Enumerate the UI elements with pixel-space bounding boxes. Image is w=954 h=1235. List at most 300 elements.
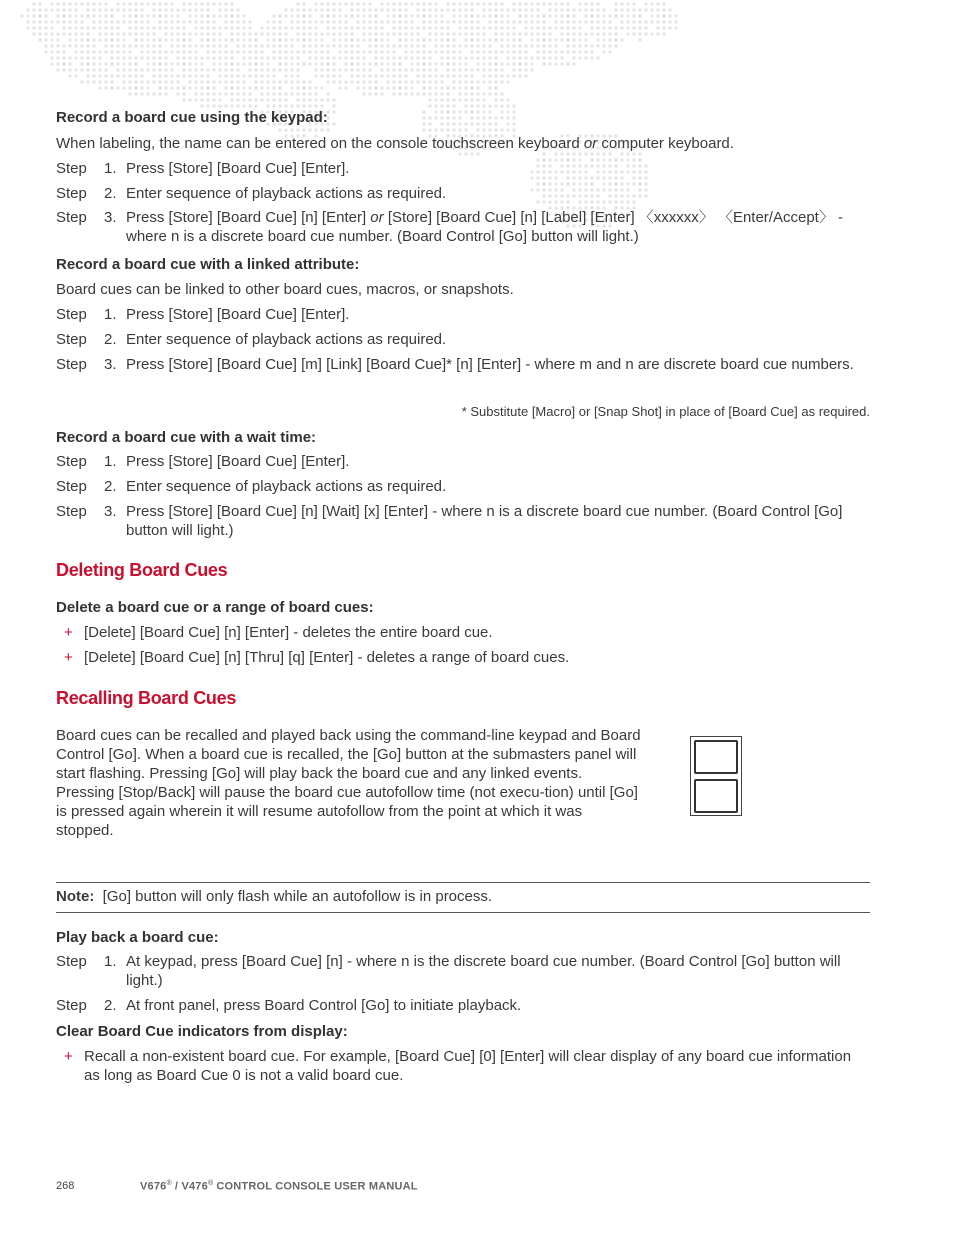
map-dot xyxy=(62,8,65,11)
map-dot xyxy=(176,38,179,41)
map-dot xyxy=(530,14,533,17)
map-dot xyxy=(482,62,485,65)
map-dot xyxy=(506,56,509,59)
map-dot xyxy=(428,26,431,29)
map-dot xyxy=(32,14,35,17)
map-dot xyxy=(158,44,161,47)
map-dot xyxy=(416,2,419,5)
map-dot xyxy=(482,68,485,71)
map-dot xyxy=(122,2,125,5)
map-dot xyxy=(344,56,347,59)
map-dot xyxy=(518,2,521,5)
map-dot xyxy=(614,38,617,41)
map-dot xyxy=(518,68,521,71)
map-dot xyxy=(302,62,305,65)
step-item: Step 1. Press [Store] [Board Cue] [Enter]. xyxy=(56,453,350,470)
map-dot xyxy=(290,50,293,53)
map-dot xyxy=(602,20,605,23)
map-dot xyxy=(458,32,461,35)
map-dot xyxy=(362,62,365,65)
map-dot xyxy=(404,50,407,53)
map-dot xyxy=(374,92,377,95)
map-dot xyxy=(530,26,533,29)
map-dot xyxy=(356,26,359,29)
map-dot xyxy=(164,56,167,59)
map-dot xyxy=(338,50,341,53)
map-dot xyxy=(134,20,137,23)
map-dot xyxy=(458,62,461,65)
map-dot xyxy=(536,44,539,47)
map-dot xyxy=(314,50,317,53)
map-dot xyxy=(230,26,233,29)
map-dot xyxy=(38,2,41,5)
map-dot xyxy=(44,44,47,47)
map-dot xyxy=(314,38,317,41)
map-dot xyxy=(482,44,485,47)
heading-deleting-board-cues: Deleting Board Cues xyxy=(56,560,228,580)
map-dot xyxy=(212,32,215,35)
map-dot xyxy=(554,20,557,23)
map-dot xyxy=(362,26,365,29)
map-dot xyxy=(512,38,515,41)
map-dot xyxy=(290,74,293,77)
map-dot xyxy=(50,2,53,5)
map-dot xyxy=(206,14,209,17)
map-dot xyxy=(206,44,209,47)
map-dot xyxy=(446,38,449,41)
map-dot xyxy=(344,44,347,47)
map-dot xyxy=(188,86,191,89)
map-dot xyxy=(458,14,461,17)
map-dot xyxy=(494,2,497,5)
map-dot xyxy=(380,26,383,29)
map-dot xyxy=(68,14,71,17)
map-dot xyxy=(146,62,149,65)
map-dot xyxy=(200,44,203,47)
map-dot xyxy=(248,92,251,95)
map-dot xyxy=(332,98,335,101)
map-dot xyxy=(422,74,425,77)
map-dot xyxy=(230,62,233,65)
map-dot xyxy=(170,32,173,35)
map-dot xyxy=(386,2,389,5)
map-dot xyxy=(128,8,131,11)
map-dot xyxy=(644,8,647,11)
map-dot xyxy=(482,50,485,53)
map-dot xyxy=(254,56,257,59)
map-dot xyxy=(398,14,401,17)
map-dot xyxy=(116,50,119,53)
map-dot xyxy=(434,62,437,65)
map-dot xyxy=(188,20,191,23)
map-dot xyxy=(266,98,269,101)
map-dot xyxy=(116,20,119,23)
map-dot xyxy=(506,8,509,11)
map-dot xyxy=(362,2,365,5)
map-dot xyxy=(74,26,77,29)
map-dot xyxy=(542,50,545,53)
map-dot xyxy=(428,56,431,59)
map-dot xyxy=(470,86,473,89)
map-dot xyxy=(344,62,347,65)
map-dot xyxy=(428,74,431,77)
map-dot xyxy=(230,50,233,53)
map-dot xyxy=(146,38,149,41)
map-dot xyxy=(56,32,59,35)
map-dot xyxy=(158,26,161,29)
map-dot xyxy=(290,128,293,131)
map-dot xyxy=(338,44,341,47)
map-dot xyxy=(176,80,179,83)
map-dot xyxy=(584,20,587,23)
map-dot xyxy=(554,38,557,41)
map-dot xyxy=(638,8,641,11)
map-dot xyxy=(422,26,425,29)
map-dot xyxy=(182,26,185,29)
map-dot xyxy=(152,68,155,71)
map-dot xyxy=(170,68,173,71)
map-dot xyxy=(620,26,623,29)
map-dot xyxy=(248,44,251,47)
map-dot xyxy=(158,74,161,77)
map-dot xyxy=(398,62,401,65)
map-dot xyxy=(200,80,203,83)
map-dot xyxy=(272,80,275,83)
map-dot xyxy=(440,86,443,89)
map-dot xyxy=(626,20,629,23)
plus-bullet-icon: + xyxy=(64,649,73,666)
map-dot xyxy=(356,86,359,89)
map-dot xyxy=(152,44,155,47)
map-dot xyxy=(140,2,143,5)
map-dot xyxy=(344,80,347,83)
map-dot xyxy=(332,44,335,47)
map-dot xyxy=(200,32,203,35)
map-dot xyxy=(248,68,251,71)
map-dot xyxy=(242,86,245,89)
heading-recalling-board-cues: Recalling Board Cues xyxy=(56,688,237,708)
map-dot xyxy=(326,74,329,77)
map-dot xyxy=(164,8,167,11)
map-dot xyxy=(458,68,461,71)
map-dot xyxy=(116,56,119,59)
map-dot xyxy=(320,74,323,77)
map-dot xyxy=(278,20,281,23)
map-dot xyxy=(332,8,335,11)
map-dot xyxy=(308,128,311,131)
map-dot xyxy=(272,50,275,53)
map-dot xyxy=(272,98,275,101)
map-dot xyxy=(50,62,53,65)
map-dot xyxy=(176,62,179,65)
map-dot xyxy=(92,38,95,41)
map-dot xyxy=(332,74,335,77)
map-dot xyxy=(86,14,89,17)
map-dot xyxy=(80,80,83,83)
map-dot xyxy=(386,32,389,35)
map-dot xyxy=(410,56,413,59)
map-dot xyxy=(68,8,71,11)
map-dot xyxy=(608,14,611,17)
map-dot xyxy=(482,98,485,101)
map-dot xyxy=(266,68,269,71)
map-dot xyxy=(92,8,95,11)
map-dot xyxy=(182,44,185,47)
map-dot xyxy=(128,2,131,5)
map-dot xyxy=(410,62,413,65)
map-dot xyxy=(272,38,275,41)
map-dot xyxy=(278,92,281,95)
map-dot xyxy=(128,44,131,47)
map-dot xyxy=(356,44,359,47)
map-dot xyxy=(572,14,575,17)
map-dot xyxy=(176,20,179,23)
map-dot xyxy=(230,38,233,41)
map-dot xyxy=(224,62,227,65)
map-dot xyxy=(140,92,143,95)
map-dot xyxy=(404,92,407,95)
map-dot xyxy=(638,26,641,29)
map-dot xyxy=(146,26,149,29)
map-dot xyxy=(362,38,365,41)
map-dot xyxy=(374,26,377,29)
map-dot xyxy=(482,74,485,77)
map-dot xyxy=(398,32,401,35)
map-dot xyxy=(158,62,161,65)
map-dot xyxy=(572,50,575,53)
map-dot xyxy=(512,8,515,11)
map-dot xyxy=(368,92,371,95)
map-dot xyxy=(212,92,215,95)
map-dot xyxy=(662,2,665,5)
map-dot xyxy=(278,26,281,29)
map-dot xyxy=(218,50,221,53)
map-dot xyxy=(146,44,149,47)
map-dot xyxy=(56,56,59,59)
map-dot xyxy=(506,38,509,41)
map-dot xyxy=(230,86,233,89)
map-dot xyxy=(62,32,65,35)
map-dot xyxy=(398,56,401,59)
map-dot xyxy=(188,32,191,35)
map-dot xyxy=(446,20,449,23)
map-dot xyxy=(392,74,395,77)
map-dot xyxy=(530,20,533,23)
map-dot xyxy=(272,14,275,17)
map-dot xyxy=(278,38,281,41)
map-dot xyxy=(332,38,335,41)
map-dot xyxy=(242,20,245,23)
map-dot xyxy=(536,14,539,17)
map-dot xyxy=(584,32,587,35)
map-dot xyxy=(356,50,359,53)
map-dot xyxy=(314,56,317,59)
map-dot xyxy=(494,74,497,77)
map-dot xyxy=(164,74,167,77)
map-dot xyxy=(194,80,197,83)
map-dot xyxy=(188,80,191,83)
map-dot xyxy=(620,8,623,11)
map-dot xyxy=(644,2,647,5)
map-dot xyxy=(602,44,605,47)
map-dot xyxy=(410,86,413,89)
map-dot xyxy=(38,26,41,29)
map-dot xyxy=(296,128,299,131)
map-dot xyxy=(434,50,437,53)
map-dot xyxy=(200,14,203,17)
map-dot xyxy=(200,26,203,29)
map-dot xyxy=(320,44,323,47)
map-dot xyxy=(374,80,377,83)
map-dot xyxy=(158,92,161,95)
map-dot xyxy=(62,50,65,53)
map-dot xyxy=(404,38,407,41)
map-dot xyxy=(626,8,629,11)
map-dot xyxy=(500,92,503,95)
map-dot xyxy=(314,86,317,89)
map-dot xyxy=(494,80,497,83)
map-dot xyxy=(308,92,311,95)
map-dot xyxy=(488,2,491,5)
map-dot xyxy=(410,44,413,47)
map-dot xyxy=(110,44,113,47)
map-dot xyxy=(104,62,107,65)
map-dot xyxy=(362,74,365,77)
map-dot xyxy=(470,2,473,5)
map-dot xyxy=(578,32,581,35)
map-dot xyxy=(284,68,287,71)
map-dot xyxy=(86,8,89,11)
map-dot xyxy=(200,74,203,77)
map-dot xyxy=(122,86,125,89)
map-dot xyxy=(512,26,515,29)
map-dot xyxy=(218,26,221,29)
map-dot xyxy=(572,20,575,23)
map-dot xyxy=(110,86,113,89)
map-dot xyxy=(122,8,125,11)
map-dot xyxy=(368,86,371,89)
map-dot xyxy=(404,86,407,89)
map-dot xyxy=(542,38,545,41)
map-dot xyxy=(434,38,437,41)
map-dot xyxy=(92,56,95,59)
map-dot xyxy=(446,128,449,131)
map-dot xyxy=(488,26,491,29)
map-dot xyxy=(80,38,83,41)
map-dot xyxy=(212,50,215,53)
map-dot xyxy=(410,80,413,83)
map-dot xyxy=(86,74,89,77)
map-dot xyxy=(314,98,317,101)
map-dot xyxy=(104,14,107,17)
map-dot xyxy=(218,74,221,77)
map-dot xyxy=(386,14,389,17)
map-dot xyxy=(446,68,449,71)
map-dot xyxy=(260,50,263,53)
map-dot xyxy=(584,38,587,41)
map-dot xyxy=(218,32,221,35)
map-dot xyxy=(584,50,587,53)
map-dot xyxy=(182,8,185,11)
map-dot xyxy=(308,44,311,47)
map-dot xyxy=(170,20,173,23)
map-dot xyxy=(470,38,473,41)
map-dot xyxy=(338,26,341,29)
map-dot xyxy=(98,20,101,23)
map-dot xyxy=(290,62,293,65)
map-dot xyxy=(44,8,47,11)
map-dot xyxy=(338,32,341,35)
map-dot xyxy=(542,14,545,17)
map-dot xyxy=(230,2,233,5)
map-dot xyxy=(656,32,659,35)
map-dot xyxy=(320,68,323,71)
map-dot xyxy=(494,92,497,95)
map-dot xyxy=(278,56,281,59)
map-dot xyxy=(554,56,557,59)
map-dot xyxy=(500,8,503,11)
map-dot xyxy=(152,8,155,11)
map-dot xyxy=(350,32,353,35)
map-dot xyxy=(122,44,125,47)
map-dot xyxy=(314,62,317,65)
map-dot xyxy=(236,92,239,95)
map-dot xyxy=(68,26,71,29)
map-dot xyxy=(458,92,461,95)
map-dot xyxy=(470,74,473,77)
map-dot xyxy=(596,14,599,17)
map-dot xyxy=(20,14,23,17)
map-dot xyxy=(284,32,287,35)
map-dot xyxy=(662,14,665,17)
map-dot xyxy=(458,50,461,53)
map-dot xyxy=(560,50,563,53)
map-dot xyxy=(242,74,245,77)
map-dot xyxy=(488,92,491,95)
map-dot xyxy=(578,38,581,41)
map-dot xyxy=(332,2,335,5)
map-dot xyxy=(104,32,107,35)
map-dot xyxy=(392,2,395,5)
map-dot xyxy=(224,68,227,71)
map-dot xyxy=(50,50,53,53)
map-dot xyxy=(374,56,377,59)
map-dot xyxy=(248,74,251,77)
map-dot xyxy=(422,8,425,11)
map-dot xyxy=(506,32,509,35)
map-dot xyxy=(572,62,575,65)
map-dot xyxy=(422,62,425,65)
map-dot xyxy=(368,20,371,23)
map-dot xyxy=(104,44,107,47)
map-dot xyxy=(410,68,413,71)
map-dot xyxy=(464,26,467,29)
map-dot xyxy=(74,50,77,53)
map-dot xyxy=(314,8,317,11)
map-dot xyxy=(608,44,611,47)
map-dot xyxy=(428,128,431,131)
map-dot xyxy=(410,50,413,53)
map-dot xyxy=(152,56,155,59)
map-dot xyxy=(140,80,143,83)
map-dot xyxy=(548,62,551,65)
map-dot xyxy=(458,8,461,11)
map-dot xyxy=(506,26,509,29)
map-dot xyxy=(608,38,611,41)
map-dot xyxy=(344,2,347,5)
map-dot xyxy=(254,74,257,77)
map-dot xyxy=(134,74,137,77)
